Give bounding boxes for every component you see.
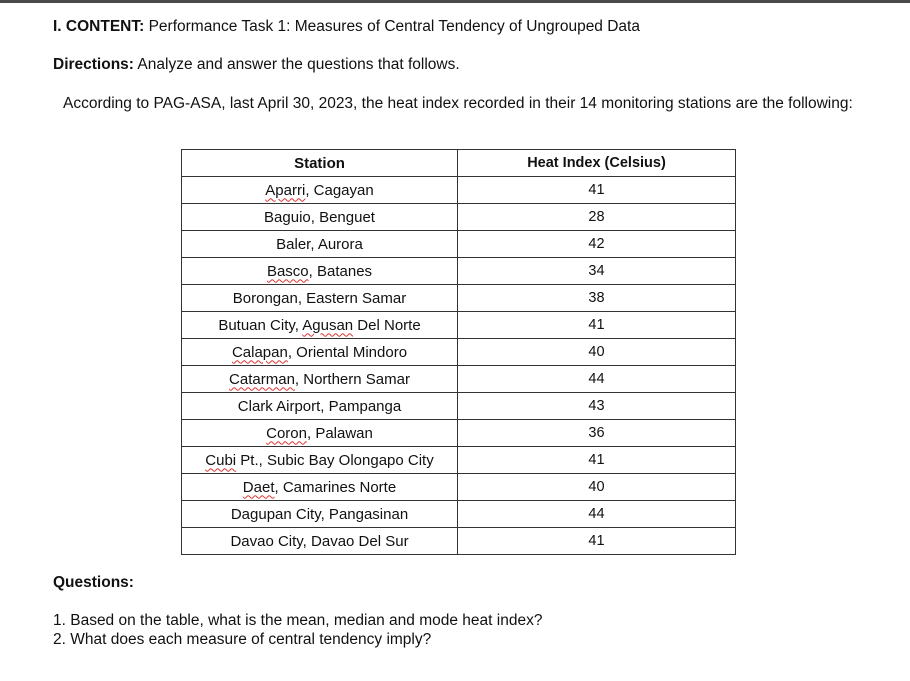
spellcheck-flagged-word: Calapan bbox=[231, 343, 288, 361]
column-header-station: Station bbox=[182, 150, 458, 177]
station-cell: Borongan, Eastern Samar bbox=[182, 285, 458, 312]
station-cell: Baler, Aurora bbox=[182, 231, 458, 258]
station-cell: Clark Airport, Pampanga bbox=[182, 393, 458, 420]
heat-index-cell: 41 bbox=[458, 177, 736, 204]
station-cell: Baguio, Benguet bbox=[182, 204, 458, 231]
station-cell: Davao City, Davao Del Sur bbox=[182, 528, 458, 555]
content-label: I. CONTENT: bbox=[53, 18, 145, 35]
questions-heading: Questions: bbox=[53, 574, 134, 591]
table-row bbox=[182, 528, 736, 555]
directions bbox=[53, 56, 460, 74]
station-cell: Dagupan City, Pangasinan bbox=[182, 501, 458, 528]
questions-label bbox=[53, 574, 134, 592]
station-cell: Cubi Pt., Subic Bay Olongapo City bbox=[182, 447, 458, 474]
heat-index-cell: 41 bbox=[458, 312, 736, 339]
heat-index-cell: 44 bbox=[458, 366, 736, 393]
heat-index-cell: 42 bbox=[458, 231, 736, 258]
heat-index-cell: 40 bbox=[458, 339, 736, 366]
table-row bbox=[182, 258, 736, 285]
table-row bbox=[182, 420, 736, 447]
table-row bbox=[182, 501, 736, 528]
table-row bbox=[182, 339, 736, 366]
top-border bbox=[0, 0, 910, 3]
heat-index-cell: 41 bbox=[458, 528, 736, 555]
spellcheck-flagged-word: Cubi bbox=[205, 451, 237, 469]
table-row bbox=[182, 312, 736, 339]
table-row bbox=[182, 366, 736, 393]
heat-index-table bbox=[181, 149, 736, 555]
station-cell: Basco, Batanes bbox=[182, 258, 458, 285]
spellcheck-flagged-word: Aparri bbox=[265, 181, 306, 199]
intro-paragraph: According to PAG-ASA, last April 30, 2023, the heat index recorded in their 14 monitoring stations are the following: bbox=[63, 95, 853, 112]
table-row bbox=[182, 204, 736, 231]
spellcheck-flagged-word: Basco bbox=[266, 262, 309, 280]
table-row bbox=[182, 285, 736, 312]
table-row bbox=[182, 177, 736, 204]
heat-index-cell: 44 bbox=[458, 501, 736, 528]
heat-index-cell: 38 bbox=[458, 285, 736, 312]
table-row bbox=[182, 474, 736, 501]
spellcheck-flagged-word: Daet bbox=[242, 478, 275, 496]
content-heading bbox=[53, 18, 640, 36]
question-2: 2. What does each measure of central tendency imply? bbox=[53, 631, 432, 648]
question-1: 1. Based on the table, what is the mean, median and mode heat index? bbox=[53, 612, 543, 629]
directions-text: Analyze and answer the questions that follows. bbox=[133, 56, 460, 73]
table-row bbox=[182, 231, 736, 258]
column-header-heat-index: Heat Index (Celsius) bbox=[458, 150, 736, 177]
content-title: Performance Task 1: Measures of Central Tendency of Ungrouped Data bbox=[144, 18, 640, 35]
station-cell: Daet, Camarines Norte bbox=[182, 474, 458, 501]
station-cell: Aparri, Cagayan bbox=[182, 177, 458, 204]
table-row bbox=[182, 393, 736, 420]
station-cell: Butuan City, Agusan Del Norte bbox=[182, 312, 458, 339]
table-header-row bbox=[182, 150, 736, 177]
heat-index-cell: 40 bbox=[458, 474, 736, 501]
heat-index-cell: 34 bbox=[458, 258, 736, 285]
station-cell: Catarman, Northern Samar bbox=[182, 366, 458, 393]
heat-index-cell: 43 bbox=[458, 393, 736, 420]
spellcheck-flagged-word: Catarman bbox=[229, 370, 295, 388]
heat-index-cell: 41 bbox=[458, 447, 736, 474]
heat-index-cell: 28 bbox=[458, 204, 736, 231]
station-cell: Calapan, Oriental Mindoro bbox=[182, 339, 458, 366]
spellcheck-flagged-word: Agusan bbox=[302, 316, 354, 334]
table-row bbox=[182, 447, 736, 474]
station-cell: Coron, Palawan bbox=[182, 420, 458, 447]
directions-label: Directions: bbox=[53, 56, 134, 73]
heat-index-cell: 36 bbox=[458, 420, 736, 447]
spellcheck-flagged-word: Coron bbox=[266, 424, 307, 442]
